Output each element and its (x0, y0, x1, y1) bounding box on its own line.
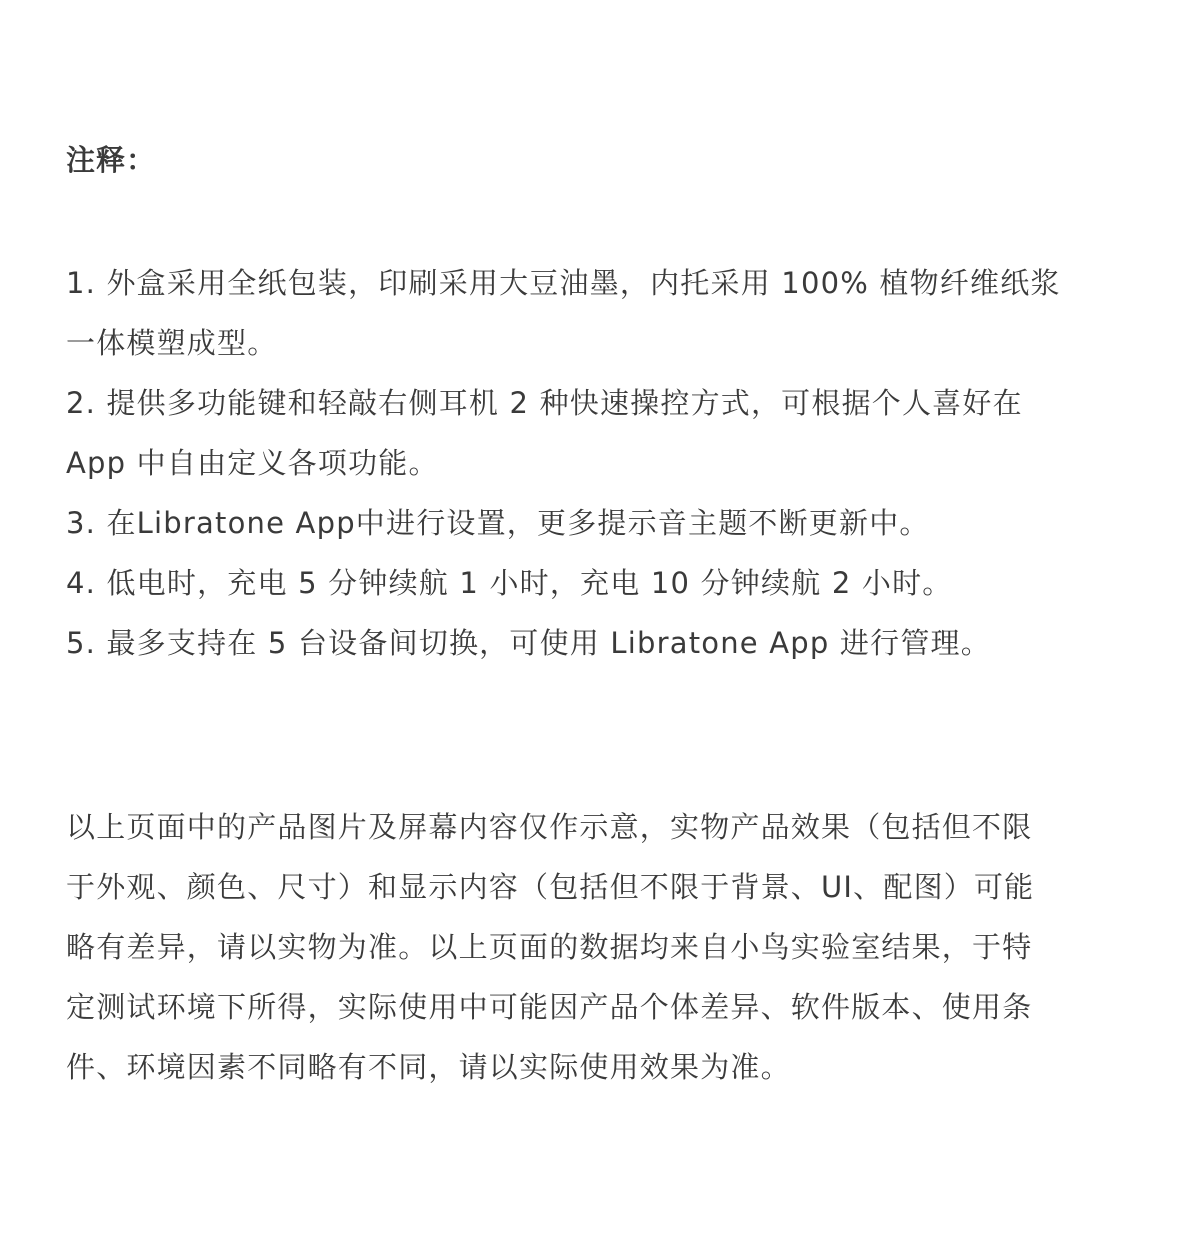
disclaimer-line: 件、环境因素不同略有不同，请以实际使用效果为准。 (66, 1050, 791, 1084)
disclaimer-line: 以上页面中的产品图片及屏幕内容仅作示意，实物产品效果（包括但不限 (66, 810, 1033, 844)
disclaimer-line: 定测试环境下所得，实际使用中可能因产品个体差异、软件版本、使用条 (66, 990, 1033, 1024)
disclaimer-line: 于外观、颜色、尺寸）和显示内容（包括但不限于背景、UI、配图）可能 (66, 870, 1035, 904)
note-item-3 (66, 493, 1138, 553)
note-line: 5. 最多支持在 5 台设备间切换，可使用 Libratone App 进行管理。 (66, 626, 991, 660)
note-item-1 (66, 253, 1138, 373)
notes-list (66, 253, 1138, 673)
notes-title: 注释： (66, 143, 157, 177)
note-line: 1. 外盒采用全纸包装，印刷采用大豆油墨，内托采用 100% 植物纤维纸浆 (66, 266, 1061, 300)
disclaimer-line: 略有差异，请以实物为准。以上页面的数据均来自小鸟实验室结果，于特 (66, 930, 1033, 964)
note-line: 3. 在Libratone App中进行设置，更多提示音主题不断更新中。 (66, 506, 930, 540)
disclaimer-paragraph (66, 797, 1138, 1097)
note-line: 2. 提供多功能键和轻敲右侧耳机 2 种快速操控方式，可根据个人喜好在 (66, 386, 1023, 420)
note-item-5 (66, 613, 1138, 673)
note-line: 一体模塑成型。 (66, 326, 278, 360)
note-line: App 中自由定义各项功能。 (66, 446, 439, 480)
note-line: 4. 低电时，充电 5 分钟续航 1 小时，充电 10 分钟续航 2 小时。 (66, 566, 953, 600)
note-item-4 (66, 553, 1138, 613)
note-item-2 (66, 373, 1138, 493)
